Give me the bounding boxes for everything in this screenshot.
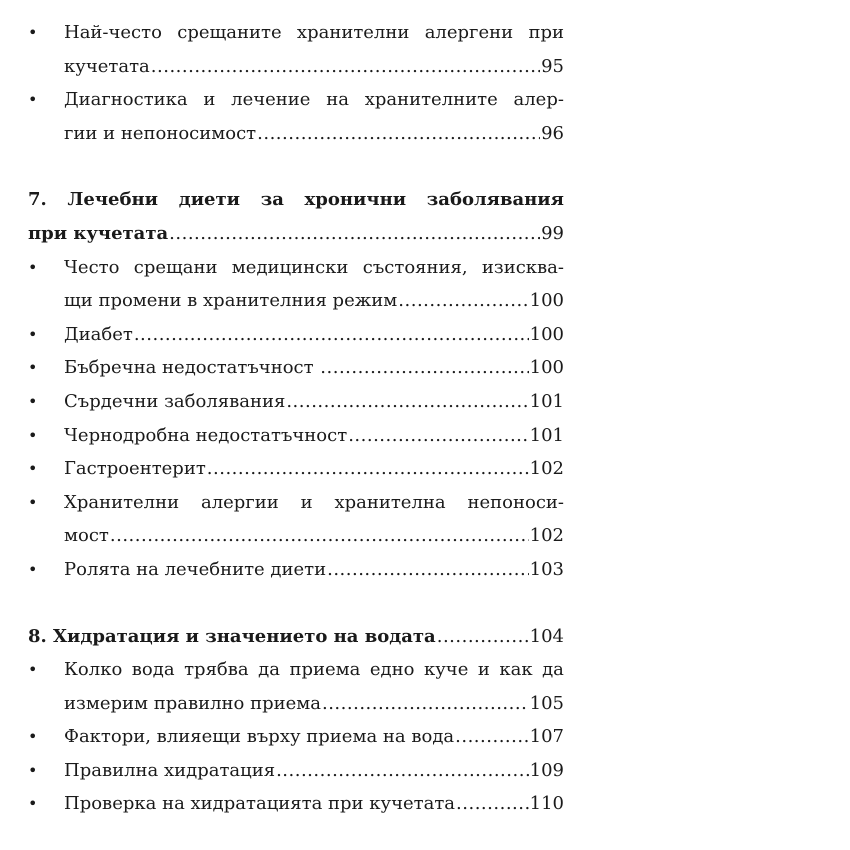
section-heading-8: [28, 620, 564, 654]
page-number: 102: [529, 525, 564, 547]
toc-entry-text: щи промени в хранителния режим: [64, 290, 398, 312]
dot-leader: [207, 452, 529, 486]
heading-word: Лечебни: [67, 189, 159, 211]
dot-leader: [320, 351, 528, 385]
dot-leader: [169, 217, 540, 251]
toc-word: • Често: [64, 256, 120, 278]
section-heading-7: [28, 183, 564, 250]
dot-leader: [437, 620, 529, 654]
toc-word: срещаните: [177, 22, 282, 43]
dot-leader: [398, 284, 528, 318]
toc-word: как: [499, 659, 533, 681]
page-number: 101: [529, 390, 564, 412]
toc-entry-line: [64, 553, 564, 587]
toc-entry-line: [64, 385, 564, 419]
toc-entry-line: [64, 16, 564, 50]
table-of-contents: [28, 16, 564, 821]
page-number: 105: [529, 692, 564, 714]
toc-entry-line: [64, 117, 564, 151]
dot-leader: [276, 754, 529, 788]
page-number: 99: [541, 222, 564, 244]
toc-word: непоноси-: [467, 491, 564, 513]
toc-word: и: [477, 659, 490, 681]
toc-entry-diagnosis: [28, 83, 564, 150]
toc-word: и: [300, 491, 313, 513]
section-gap: [28, 587, 564, 620]
page-number: 109: [529, 759, 564, 781]
toc-word: алергени: [424, 22, 514, 43]
toc-entry-text: измерим правилно приема: [64, 692, 321, 714]
dot-leader: [327, 553, 529, 587]
toc-entry-line: [64, 419, 564, 453]
toc-entry-text: • Ролята на лечебните диети: [64, 558, 327, 580]
dot-leader: [151, 50, 540, 84]
toc-entry-line: [64, 251, 564, 285]
heading-word: заболявания: [426, 189, 564, 211]
section-heading-line: [28, 183, 564, 217]
toc-entry: [28, 754, 564, 788]
toc-word: • Диагностика: [64, 89, 188, 111]
toc-word: срещани: [133, 256, 218, 278]
toc-word: хранителни: [296, 22, 410, 43]
toc-word: изисква-: [481, 256, 564, 278]
toc-entry-line: [64, 50, 564, 84]
toc-word: куче: [423, 659, 469, 681]
dot-leader: [110, 519, 529, 553]
toc-word: едно: [369, 659, 415, 681]
heading-word: 7.: [28, 189, 47, 211]
toc-word: на: [326, 89, 349, 111]
dot-leader: [455, 720, 529, 754]
toc-word: • Най-често: [64, 22, 162, 43]
toc-entry-text: гии и непоносимост: [64, 122, 257, 144]
toc-entry-text: • Чернодробна недостатъчност: [64, 424, 348, 446]
section-heading-text: 8. Хидратация и значението на водата: [28, 625, 436, 647]
page-number: 110: [529, 793, 564, 815]
page-number: 95: [541, 55, 564, 77]
toc-entry-text: • Фактори, влияещи върху приема на вода: [64, 726, 455, 748]
dot-leader: [322, 687, 529, 721]
toc-entry-water-intake: [28, 653, 564, 720]
page-number: 101: [529, 424, 564, 446]
section-heading-line: [28, 620, 564, 654]
toc-word: медицински: [231, 256, 349, 278]
toc-entry-text: • Бъбречна недостатъчност: [64, 357, 320, 379]
toc-entry-line: [64, 754, 564, 788]
toc-word: хранителните: [364, 89, 498, 111]
toc-entry-text: кучетата: [64, 55, 150, 77]
page-number: 104: [529, 625, 564, 647]
dot-leader: [286, 385, 528, 419]
toc-word: да: [542, 659, 564, 681]
toc-entry-line: [64, 687, 564, 721]
heading-word: диети: [178, 189, 241, 211]
toc-word: алергии: [200, 491, 279, 513]
toc-entry-text: мост: [64, 525, 109, 547]
toc-entry-line: [64, 452, 564, 486]
heading-word: за: [260, 189, 284, 211]
toc-word: • Хранителни: [64, 491, 180, 513]
toc-entry-line: [64, 83, 564, 117]
section-heading-text: при кучетата: [28, 222, 169, 244]
toc-entry-text: • Проверка на хидратацията при кучетата: [64, 793, 456, 815]
toc-word: вода: [131, 659, 175, 681]
toc-word: да: [258, 659, 280, 681]
toc-entry: [28, 452, 564, 486]
toc-entry-line: [64, 519, 564, 553]
toc-word: при: [528, 22, 564, 43]
dot-leader: [456, 787, 529, 821]
toc-entry-line: [64, 284, 564, 318]
toc-entry-line: [64, 653, 564, 687]
page-number: 102: [529, 458, 564, 480]
dot-leader: [348, 419, 528, 453]
toc-entry: [28, 419, 564, 453]
toc-entry-text: • Гастроентерит: [64, 458, 206, 480]
toc-entry-line: [64, 318, 564, 352]
toc-entry: [28, 351, 564, 385]
toc-word: алер-: [513, 89, 564, 111]
toc-entry: [28, 385, 564, 419]
page-number: 107: [529, 726, 564, 748]
toc-entry-line: [64, 720, 564, 754]
toc-entry-food-allergens: [28, 16, 564, 83]
toc-word: трябва: [184, 659, 249, 681]
toc-word: лечение: [231, 89, 311, 111]
toc-entry-text: • Правилна хидратация: [64, 759, 276, 781]
toc-entry-line: [64, 486, 564, 520]
toc-entry-line: [64, 351, 564, 385]
page-number: 100: [529, 323, 564, 345]
toc-word: • Колко: [64, 659, 123, 681]
toc-entry-line: [64, 787, 564, 821]
toc-entry-medical-conditions: [28, 251, 564, 318]
dot-leader: [257, 117, 540, 151]
toc-word: състояния,: [362, 256, 468, 278]
toc-word: приема: [289, 659, 361, 681]
toc-entry: [28, 720, 564, 754]
dot-leader: [134, 318, 529, 352]
toc-entry: [28, 787, 564, 821]
page-number: 100: [529, 357, 564, 379]
toc-entry: [28, 553, 564, 587]
section-heading-line: [28, 217, 564, 251]
toc-entry-text: • Сърдечни заболявания: [64, 390, 286, 412]
toc-entry-text: • Диабет: [64, 323, 133, 345]
toc-word: и: [203, 89, 216, 111]
page-number: 103: [529, 558, 564, 580]
page-number: 100: [529, 290, 564, 312]
heading-word: хронични: [304, 189, 407, 211]
toc-entry-allergies-intolerance: [28, 486, 564, 553]
toc-entry: [28, 318, 564, 352]
toc-word: хранителна: [334, 491, 446, 513]
page-number: 96: [541, 122, 564, 144]
section-gap: [28, 150, 564, 183]
